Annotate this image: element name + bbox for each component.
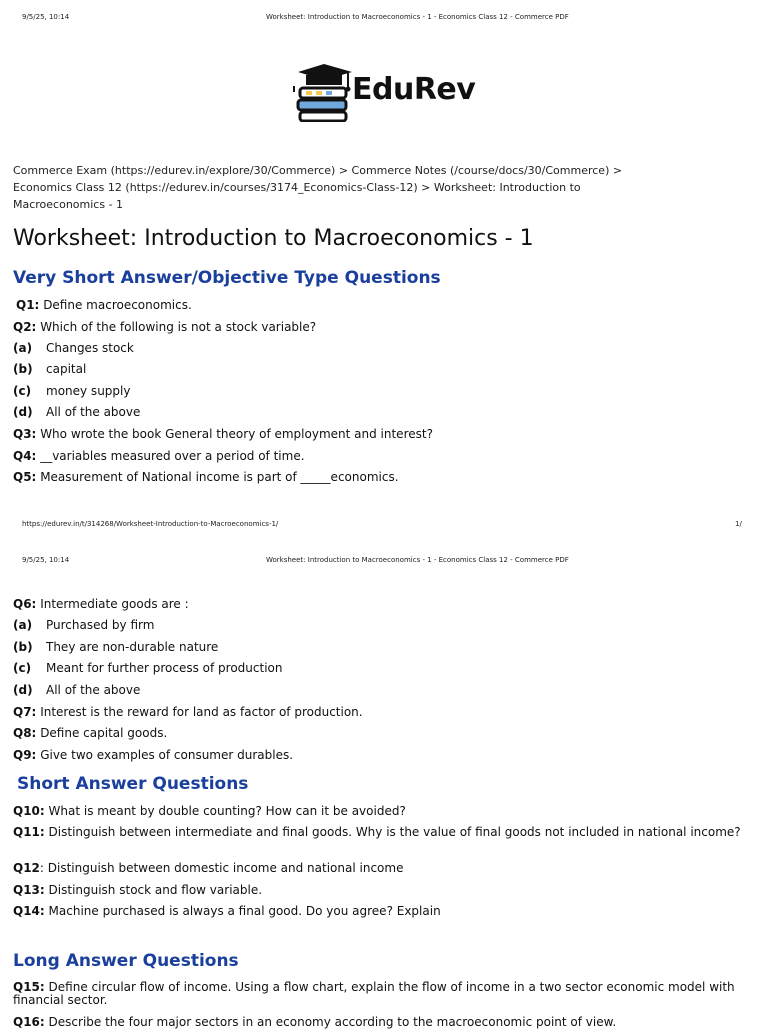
header-datetime: 9/5/25, 10:14 (22, 13, 70, 21)
option-q6-b: (b) They are non-durable nature (13, 640, 219, 654)
question-label: Q3: (13, 427, 37, 441)
question-q9 (13, 748, 293, 762)
question-text: __variables measured over a period of time. (40, 449, 305, 463)
option-q6-c: (c) Meant for further process of production (13, 661, 283, 675)
option-q2-d: (d) All of the above (13, 405, 141, 419)
question-q10 (13, 804, 406, 818)
question-q13 (13, 883, 262, 897)
breadcrumb-separator: > (612, 164, 623, 177)
question-text: Machine purchased is always a final good. Do you agree? Explain (48, 904, 441, 918)
question-label: Q4: (13, 449, 37, 463)
question-label: Q15: (13, 980, 45, 994)
section-heading-short-answer: Short Answer Questions (17, 774, 249, 794)
question-q15 (13, 981, 758, 1007)
question-label: Q7: (13, 705, 37, 719)
page-title: Worksheet: Introduction to Macroeconomics - 1 (13, 226, 534, 251)
question-text: Who wrote the book General theory of employment and interest? (40, 427, 433, 441)
question-label: Q11: (13, 825, 45, 839)
question-q4 (13, 449, 305, 463)
question-label: Q14: (13, 904, 45, 918)
question-text: Interest is the reward for land as factor of production. (40, 705, 363, 719)
breadcrumb-commerce-exam[interactable]: Commerce Exam (https://edurev.in/explore/30/Commerce) (13, 164, 336, 177)
question-text: Which of the following is not a stock variable? (40, 320, 317, 334)
breadcrumb-separator: > (421, 181, 431, 194)
question-text: Define capital goods. (40, 726, 168, 740)
question-text: Intermediate goods are : (40, 597, 189, 611)
question-label: Q2: (13, 320, 37, 334)
question-label: Q10: (13, 804, 45, 818)
question-q5 (13, 470, 399, 484)
question-label: Q9: (13, 748, 37, 762)
section-heading-long-answer: Long Answer Questions (13, 951, 239, 971)
question-text: Describe the four major sectors in an economy according to the macroeconomic point of view. (48, 1015, 617, 1029)
question-q6 (13, 597, 189, 611)
question-q7 (13, 705, 363, 719)
graduation-cap-books-icon (292, 62, 354, 122)
footer-page-number: 1/ (735, 520, 742, 528)
question-text: Distinguish between intermediate and final goods. Why is the value of final goods not included in national income? (48, 825, 741, 839)
question-label: Q6: (13, 597, 37, 611)
question-q12 (13, 861, 403, 875)
question-q14 (13, 904, 441, 918)
breadcrumb-separator: > (338, 164, 349, 177)
header-datetime: 9/5/25, 10:14 (22, 556, 70, 564)
question-q2 (13, 320, 316, 334)
question-label: Q12 (13, 861, 40, 875)
logo-text: EduRev (352, 72, 476, 107)
option-q6-a: (a) Purchased by firm (13, 618, 155, 632)
question-text: Measurement of National income is part of _____economics. (40, 470, 399, 484)
question-q16 (13, 1015, 616, 1029)
option-q2-b: (b) capital (13, 362, 87, 376)
question-text: Distinguish stock and flow variable. (48, 883, 263, 897)
header-doc-title: Worksheet: Introduction to Macroeconomics - 1 - Economics Class 12 - Commerce PDF (266, 13, 569, 21)
question-q1 (16, 298, 192, 312)
question-text: What is meant by double counting? How can it be avoided? (48, 804, 406, 818)
question-label: Q8: (13, 726, 37, 740)
question-text: Define circular flow of income. Using a flow chart, explain the flow of income in a two sector economic model with financial sector. (13, 980, 735, 1007)
option-q2-c: (c) money supply (13, 384, 131, 398)
question-label: Q16: (13, 1015, 45, 1029)
question-q3 (13, 427, 433, 441)
question-text: Give two examples of consumer durables. (40, 748, 294, 762)
section-heading-very-short: Very Short Answer/Objective Type Questions (13, 268, 441, 288)
breadcrumb-current: Worksheet: Introduction to Macroeconomics - 1 (13, 181, 581, 211)
footer-url[interactable]: https://edurev.in/t/314268/Worksheet-Introduction-to-Macroeconomics-1/ (22, 520, 279, 528)
question-text: : Distinguish between domestic income and national income (39, 861, 404, 875)
breadcrumb (13, 162, 653, 213)
edurev-logo[interactable] (290, 58, 490, 128)
breadcrumb-economics-class-12[interactable]: Economics Class 12 (https://edurev.in/courses/3174_Economics-Class-12) (13, 181, 418, 194)
option-q2-a: (a) Changes stock (13, 341, 134, 355)
breadcrumb-commerce-notes[interactable]: Commerce Notes (/course/docs/30/Commerce) (351, 164, 610, 177)
header-doc-title: Worksheet: Introduction to Macroeconomics - 1 - Economics Class 12 - Commerce PDF (266, 556, 569, 564)
question-q8 (13, 726, 167, 740)
question-label: Q1: (16, 298, 40, 312)
question-label: Q5: (13, 470, 37, 484)
question-q11 (13, 826, 758, 839)
option-q6-d: (d) All of the above (13, 683, 141, 697)
question-label: Q13: (13, 883, 45, 897)
question-text: Define macroeconomics. (43, 298, 192, 312)
